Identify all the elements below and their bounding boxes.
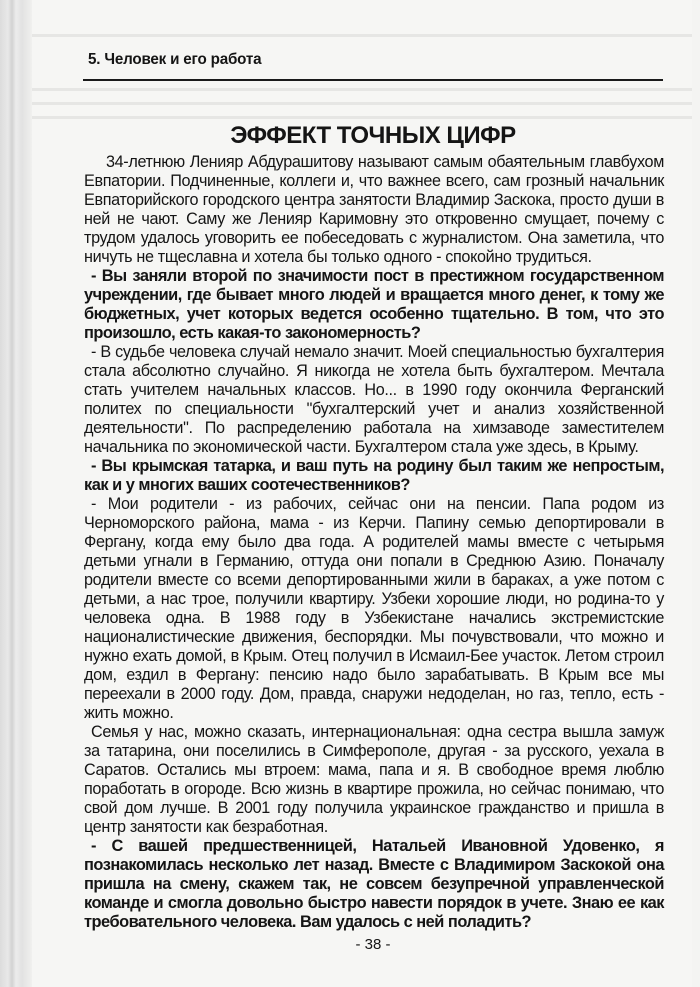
book-spine-shadow [0, 0, 32, 987]
interview-question: - Вы крымская татарка, и ваш путь на родину был таким же непростым, как и у многих ваших соотечественников? [84, 457, 664, 494]
page-number: - 38 - [355, 936, 391, 953]
lead-paragraph: 34-летнюю Лeнияр Абдурашитову называют самым обаятельным главбухом Евпатории. Подчиненные, коллеги и, что важнее всего, сам грозный начальник Евпаторийского городского центра занятости Владимир Заскока, просто души в ней не чают. Саму же Ленияр Каримовну это откровенно смущает, почему с трудом удалось уговорить ее побеседовать с журналистом. Она заметила, что ничуть не тщеславна и хотела бы только одного - спокойно трудиться. [84, 153, 664, 266]
interview-answer: Семья у нас, можно сказать, интернациональная: одна сестра вышла замуж за татарина, они поселились в Симферополе, другая - за русского, уехала в Саратов. Остались мы втроем: мама, папа и я. В свободное время люблю поработать в огороде. Всю жизнь в квартире прожила, но сейчас понимаю, что свой дом лучше. В 2001 году получила украинское гражданство и пришла в центр занятости как безработная. [84, 723, 664, 836]
article-body [84, 153, 664, 932]
interview-question: - Вы заняли второй по значимости пост в престижном государственном учреждении, где бывает много людей и вращается много денег, к тому же бюджетных, учет которых ведется особенно тщательно. В том, что это произошло, есть какая-то закономерность? [84, 267, 664, 342]
bleed-through-line [32, 116, 692, 119]
bleed-through-line [32, 34, 692, 37]
interview-question: - С вашей предшественницей, Натальей Ивановной Удовенко, я познакомилась несколько лет назад. Вместе с Владимиром Заскокой она пришла на смену, скажем так, не совсем безупречной управленческой команде и смогла довольно быстро навести порядок в учете. Знаю ее как требовательного человека. Вам удалось с ней поладить? [84, 837, 664, 931]
article-title: ЭФФЕКТ ТОЧНЫХ ЦИФР [230, 122, 516, 149]
header-rule [83, 79, 663, 81]
interview-answer: - В судьбе человека случай немало значит. Моей специальностью бухгалтерия стала абсолютно случайно. Я никогда не хотела быть бухгалтером. Мечтала стать учителем начальных классов. Но... в 1990 году окончила Ферганский политех по специальности "бухгалтерский учет и анализ хозяйственной деятельности". По распределению работала на химзаводе заместителем начальника по экономической части. Бухгалтером стала уже здесь, в Крыму. [84, 343, 664, 456]
bleed-through-line [32, 102, 692, 105]
interview-answer: - Мои родители - из рабочих, сейчас они на пенсии. Папа родом из Черноморского района, мама - из Керчи. Папину семью депортировали в Фергану, когда ему было два года. А родителей мамы вместе с четырьмя детьми угнали в Германию, оттуда они попали в Среднюю Азию. Поначалу родители вместе со всеми депортированными жили в бараках, а уже потом с детьми, а нас трое, получили квартиру. Узбеки хорошие люди, но родина-то у человека одна. В 1988 году в Узбекистане начались экстремистские националистические движения, беспорядки. Мы почувствовали, что можно и нужно ехать домой, в Крым. Отец получил в Исмаил-Бее участок. Летом строил дом, ездил в Фергану: пенсию надо было зарабатывать. В Крым все мы переехали в 2000 году. Дом, правда, снаружи недоделан, но газ, тепло, есть - жить можно. [84, 495, 664, 722]
bleed-through-line [32, 88, 692, 91]
running-header: 5. Человек и его работа [88, 51, 262, 68]
